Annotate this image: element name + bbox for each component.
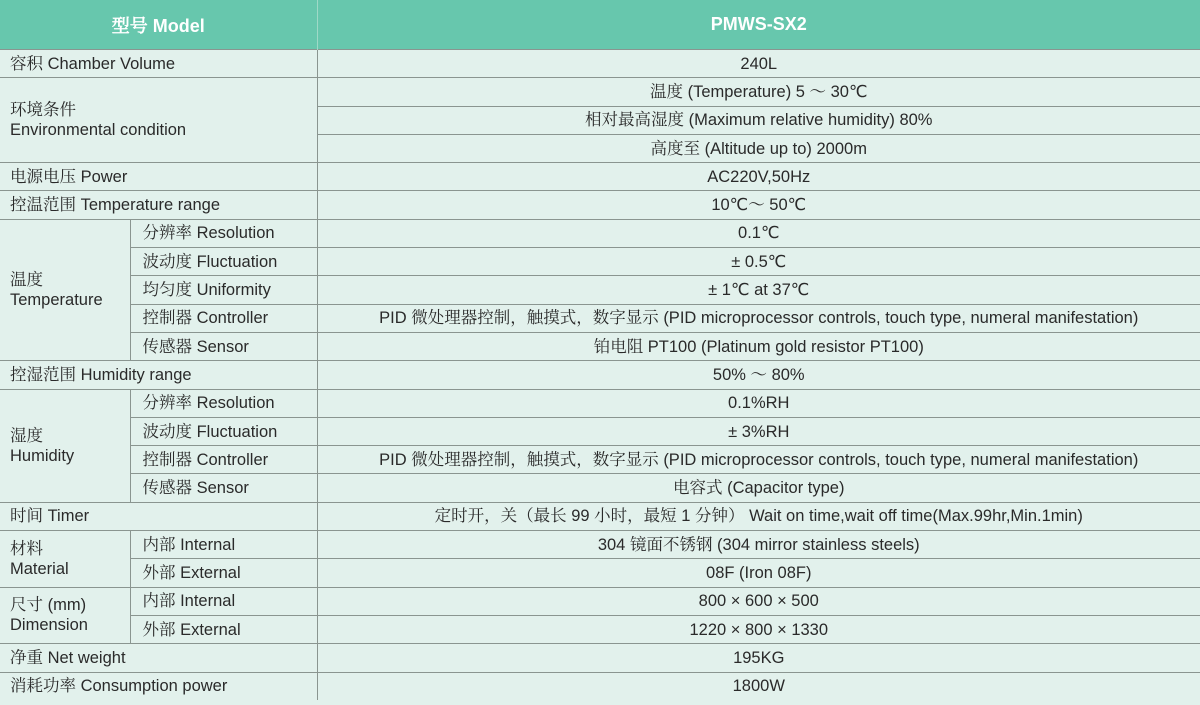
table-row <box>0 191 1200 219</box>
humidity-label-cn: 湿度 <box>10 426 43 445</box>
table-row <box>0 672 1200 700</box>
hum-sensor-value: 电容式 (Capacitor type) <box>317 474 1200 502</box>
table-row <box>0 332 1200 360</box>
table-row <box>0 219 1200 247</box>
environment-label-en: Environmental condition <box>10 121 187 140</box>
environment-label-cn: 环境条件 <box>10 101 76 120</box>
dimension-external-label: 外部 External <box>130 615 317 643</box>
timer-value: 定时开，关（最长 99 小时，最短 1 分钟） Wait on time,wait off time(Max.99hr,Min.1min) <box>317 502 1200 530</box>
temp-resolution-label: 分辨率 Resolution <box>130 219 317 247</box>
table-row <box>0 587 1200 615</box>
material-label-en: Material <box>10 559 69 578</box>
table-row <box>0 304 1200 332</box>
material-group-label <box>0 531 130 588</box>
table-row <box>0 502 1200 530</box>
dimension-internal-value: 800 × 600 × 500 <box>317 587 1200 615</box>
hum-fluctuation-label: 波动度 Fluctuation <box>130 417 317 445</box>
temp-sensor-label: 传感器 Sensor <box>130 332 317 360</box>
temp-range-value: 10℃～ 50℃ <box>317 191 1200 219</box>
temp-fluctuation-label: 波动度 Fluctuation <box>130 248 317 276</box>
temperature-group-label <box>0 219 130 360</box>
hum-controller-value: PID 微处理器控制，触摸式，数字显示 (PID microprocessor controls, touch type, numeral manifestation) <box>317 446 1200 474</box>
environment-altitude-value: 高度至 (Altitude up to) 2000m <box>317 134 1200 162</box>
timer-label: 时间 Timer <box>0 502 317 530</box>
temp-range-label: 控温范围 Temperature range <box>0 191 317 219</box>
temp-controller-value: PID 微处理器控制，触摸式，数字显示 (PID microprocessor controls, touch type, numeral manifestation) <box>317 304 1200 332</box>
header-row <box>0 0 1200 50</box>
dimension-label-en: Dimension <box>10 616 88 635</box>
table-row <box>0 559 1200 587</box>
hum-controller-label: 控制器 Controller <box>130 446 317 474</box>
table-row <box>0 163 1200 191</box>
hum-resolution-value: 0.1%RH <box>317 389 1200 417</box>
humidity-group-label <box>0 389 130 502</box>
net-weight-label: 净重 Net weight <box>0 644 317 672</box>
temp-controller-label: 控制器 Controller <box>130 304 317 332</box>
temp-uniformity-label: 均匀度 Uniformity <box>130 276 317 304</box>
model-label: 型号 Model <box>0 0 317 50</box>
dimension-label-cn: 尺寸 (mm) <box>10 596 87 615</box>
environment-humidity-value: 相对最高湿度 (Maximum relative humidity) 80% <box>317 106 1200 134</box>
table-row <box>0 78 1200 106</box>
temp-sensor-value: 铂电阻 PT100 (Platinum gold resistor PT100) <box>317 332 1200 360</box>
hum-resolution-label: 分辨率 Resolution <box>130 389 317 417</box>
temp-fluctuation-value: ± 0.5℃ <box>317 248 1200 276</box>
humidity-label-en: Humidity <box>10 446 75 465</box>
net-weight-value: 195KG <box>317 644 1200 672</box>
humidity-range-value: 50% ～ 80% <box>317 361 1200 389</box>
model-value: PMWS-SX2 <box>317 0 1200 50</box>
material-internal-value: 304 镜面不锈钢 (304 mirror stainless steels) <box>317 531 1200 559</box>
consumption-label: 消耗功率 Consumption power <box>0 672 317 700</box>
environment-label <box>0 78 317 163</box>
material-internal-label: 内部 Internal <box>130 531 317 559</box>
material-external-value: 08F (Iron 08F) <box>317 559 1200 587</box>
table-row <box>0 389 1200 417</box>
humidity-range-label: 控湿范围 Humidity range <box>0 361 317 389</box>
table-row <box>0 417 1200 445</box>
chamber-volume-value: 240L <box>317 50 1200 78</box>
table-row <box>0 474 1200 502</box>
power-label: 电源电压 Power <box>0 163 317 191</box>
table-row <box>0 248 1200 276</box>
dimension-group-label <box>0 587 130 644</box>
temperature-label-cn: 温度 <box>10 271 43 290</box>
chamber-volume-label: 容积 Chamber Volume <box>0 50 317 78</box>
temp-uniformity-value: ± 1℃ at 37℃ <box>317 276 1200 304</box>
table-row <box>0 361 1200 389</box>
hum-sensor-label: 传感器 Sensor <box>130 474 317 502</box>
material-external-label: 外部 External <box>130 559 317 587</box>
temperature-label-en: Temperature <box>10 291 103 310</box>
table-row <box>0 446 1200 474</box>
consumption-value: 1800W <box>317 672 1200 700</box>
dimension-external-value: 1220 × 800 × 1330 <box>317 615 1200 643</box>
material-label-cn: 材料 <box>10 539 43 558</box>
table-row <box>0 50 1200 78</box>
temp-resolution-value: 0.1℃ <box>317 219 1200 247</box>
table-row <box>0 644 1200 672</box>
table-row <box>0 276 1200 304</box>
dimension-internal-label: 内部 Internal <box>130 587 317 615</box>
hum-fluctuation-value: ± 3%RH <box>317 417 1200 445</box>
environment-temperature-value: 温度 (Temperature) 5 ～ 30℃ <box>317 78 1200 106</box>
power-value: AC220V,50Hz <box>317 163 1200 191</box>
table-row <box>0 615 1200 643</box>
table-row <box>0 531 1200 559</box>
